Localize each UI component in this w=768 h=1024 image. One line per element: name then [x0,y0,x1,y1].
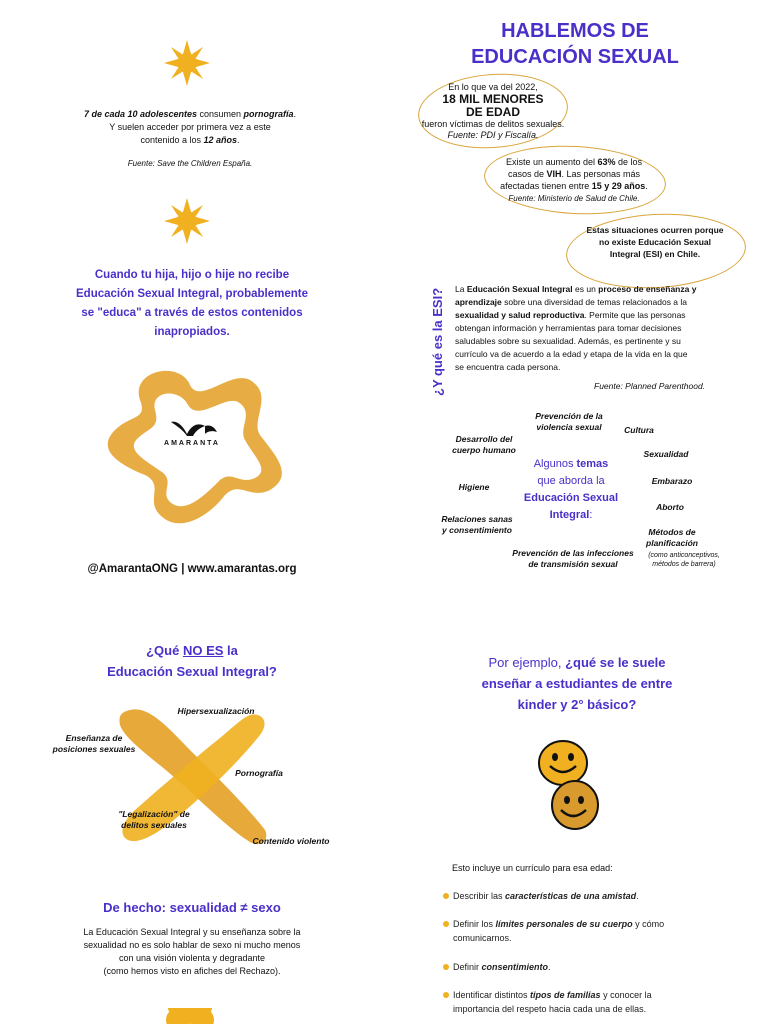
warning-text [50,266,334,342]
butterfly-logo-icon [165,418,219,440]
title-line: EDUCACIÓN SEXUAL [471,46,679,68]
list-item [453,960,693,974]
brush-shape [100,360,300,540]
li-text: Describir las [453,891,506,901]
stat-porn [70,108,310,147]
tc-bold: Integral [549,509,590,521]
not-item-line: posiciones sexuales [52,744,136,754]
bubble-line: fueron víctimas de delitos sexuales. [421,119,565,129]
topic-note-line: (como anticonceptivos, [648,552,720,559]
warning-line: se "educa" a través de estos contenidos [81,307,303,319]
def-bold: aprendizaje [455,297,502,307]
main-title [430,18,720,70]
not-item-violento: Contenido violento [252,836,330,846]
esi-definition [455,283,723,374]
topic-line: Métodos de [648,527,696,537]
def-source: Fuente: Planned Parenthood. [594,381,706,391]
bubble-line: Integral (ESI) en Chile. [609,249,701,259]
tc-text: que aborda la [537,475,605,487]
topic-line: Prevención de las infecciones [512,548,634,558]
bullet-icon [443,964,449,970]
stat-age: 12 años [203,135,238,145]
not-item-hiper: Hipersexualización [177,706,255,716]
bullet-icon [443,893,449,899]
b2-text: de los [615,157,643,167]
topic-desarrollo [446,434,522,456]
li-bold: tipos de familias [530,990,601,1000]
bubble-line: En lo que va del 2022, [448,82,538,92]
li-bold: límites personales de su cuerpo [495,919,633,929]
eq-bold: enseñar a estudiantes de entre [481,676,673,691]
def-text: . Permite que las personas [584,310,686,320]
not-item-legal [104,809,204,831]
stat-text: consumen [197,109,244,119]
tc-bold: temas [576,458,609,470]
not-item-porno: Pornografía [235,768,283,778]
b2-text: Existe un aumento del [505,157,598,167]
li-text: y conocer la [600,990,652,1000]
social-sep: | [178,563,188,575]
social-handle[interactable]: @AmarantaONG [87,563,178,575]
stat-end: . [293,109,297,119]
fact-text [50,926,334,978]
tc-text: : [589,509,593,521]
smiley-icon [548,778,602,832]
li-text: Definir [453,962,482,972]
stat-line3c: . [237,135,240,145]
stat-line2: Y suelen acceder por primera vez a este [109,122,271,132]
bubble-source: Fuente: PDI y Fiscalía. [447,130,539,140]
b2-text: . [645,181,648,191]
website-link[interactable]: www.amarantas.org [187,563,297,575]
topic-line: violencia sexual [536,422,602,432]
title-line: HABLEMOS DE [501,20,649,42]
topic-embarazo: Embarazo [651,476,693,486]
tc-bold: Educación Sexual [523,492,619,504]
example-question [440,652,714,715]
social-links [40,563,344,575]
stat-highlight: 7 de cada 10 adolescentes [83,109,197,119]
bubble-highlight: 18 MIL MENORES [442,92,544,106]
topic-line: Desarrollo del [455,434,513,444]
topic-higiene: Higiene [458,482,490,492]
stat-line3a: contenido a los [140,135,204,145]
bubble-stat-hiv [488,156,660,204]
def-bold: proceso de enseñanza y [598,284,697,294]
not-esi-question [50,640,334,682]
not-item-line: delitos sexuales [121,820,187,830]
b2-bold: VIH [546,169,562,179]
li-text: comunicarnos. [453,933,512,943]
def-text: se encuentra cada persona. [455,362,561,372]
bullet-icon [443,921,449,927]
bullet-icon [443,992,449,998]
q-emphasis: NO ES [182,643,224,658]
topic-line: Relaciones sanas [441,514,513,524]
def-text: es un [572,284,599,294]
fact-line: sexualidad no es solo hablar de sexo ni mucho menos [83,940,301,950]
not-item-line: Enseñanza de [65,733,123,743]
warning-line: Cuando tu hija, hijo o hije no recibe [94,269,290,281]
sun-icon [164,40,210,86]
warning-line: inapropiados. [154,326,230,338]
esi-vertical-title: ¿Y qué es la ESI? [430,287,445,396]
bubble-stat-victims [420,82,566,141]
li-text: Identificar distintos [453,990,531,1000]
li-text: Definir los [453,919,496,929]
b2-text: casos de [507,169,547,179]
eq-bold: kinder y 2° básico? [517,697,637,712]
topic-infecciones [506,548,640,570]
def-text: sobre una diversidad de temas relacionados a la [501,297,688,307]
q-part: ¿Qué [146,643,183,658]
def-bold: sexualidad y salud reproductiva [455,310,585,320]
fact-title: De hecho: sexualidad ≠ sexo [103,900,281,915]
topic-line: planificación [646,538,698,548]
topic-metodos-note [636,551,732,569]
li-text: importancia del respeto hacia cada una de ellas. [453,1004,647,1014]
list-item [453,917,693,945]
not-item-ensenanza [46,733,142,755]
fact-line: (como hemos visto en afiches del Rechazo). [103,966,281,976]
topic-note-line: métodos de barrera) [652,561,716,568]
eq-bold: ¿qué se le suele [565,655,666,670]
includes-text: Esto incluye un currículo para esa edad: [452,863,613,873]
warning-line: Educación Sexual Integral, probablemente [76,288,308,300]
sun-icon [164,198,210,244]
topic-relaciones [436,514,518,536]
fact-line: La Educación Sexual Integral y su enseñanza sobre la [83,927,301,937]
tc-text: Algunos [533,458,577,470]
topic-line: Prevención de la [535,411,603,421]
list-item [453,988,693,1016]
topic-aborto: Aborto [656,502,684,512]
li-text: . [636,891,639,901]
bubble-line: no existe Educación Sexual [599,237,711,247]
topic-prevencion-violencia [526,411,612,433]
not-item-line: "Legalización" de [118,809,190,819]
logo-text: AMARANTA [164,440,220,447]
b2-text: . Las personas más [561,169,641,179]
def-text: currículo va de acuerdo a la edad y etapa de la vida en la que [455,349,688,359]
topic-line: de transmisión sexual [528,559,618,569]
topic-line: cuerpo humano [452,445,516,455]
b2-bold: 63% [597,157,616,167]
topic-metodos [632,527,712,549]
bubble-line: Estas situaciones ocurren porque [586,225,724,235]
def-bold: Educación Sexual Integral [466,284,573,294]
q-part: la [223,643,238,658]
stat-source: Fuente: Save the Children España. [127,159,253,168]
bubble-source: Fuente: Ministerio de Salud de Chile. [508,194,640,203]
b2-text: afectadas tienen entre [500,181,592,191]
stat-bold: pornografía [243,109,294,119]
list-item [453,889,693,903]
eq-text: Por ejemplo, [488,655,566,670]
topic-line: y consentimiento [442,525,512,535]
li-text: y cómo [632,919,665,929]
bubble-cause [572,224,738,260]
li-bold: características de una amistad [505,891,637,901]
def-text: saludables sobre su sexualidad. Además, es pertinente y su [455,336,681,346]
b2-bold: 15 y 29 años [591,181,646,191]
fact-line: con una visión violenta y degradante [118,953,266,963]
heart-icon [160,1006,220,1024]
q-part: Educación Sexual Integral? [107,664,277,679]
topic-cultura: Cultura [624,425,654,435]
li-text: . [548,962,551,972]
bubble-highlight: DE EDAD [465,105,520,119]
topics-center [516,456,626,524]
topic-sexualidad: Sexualidad [643,449,689,459]
def-text: La [455,284,467,294]
def-text: obtengan información y herramientas para tomar decisiones [455,323,682,333]
li-bold: consentimiento [481,962,549,972]
